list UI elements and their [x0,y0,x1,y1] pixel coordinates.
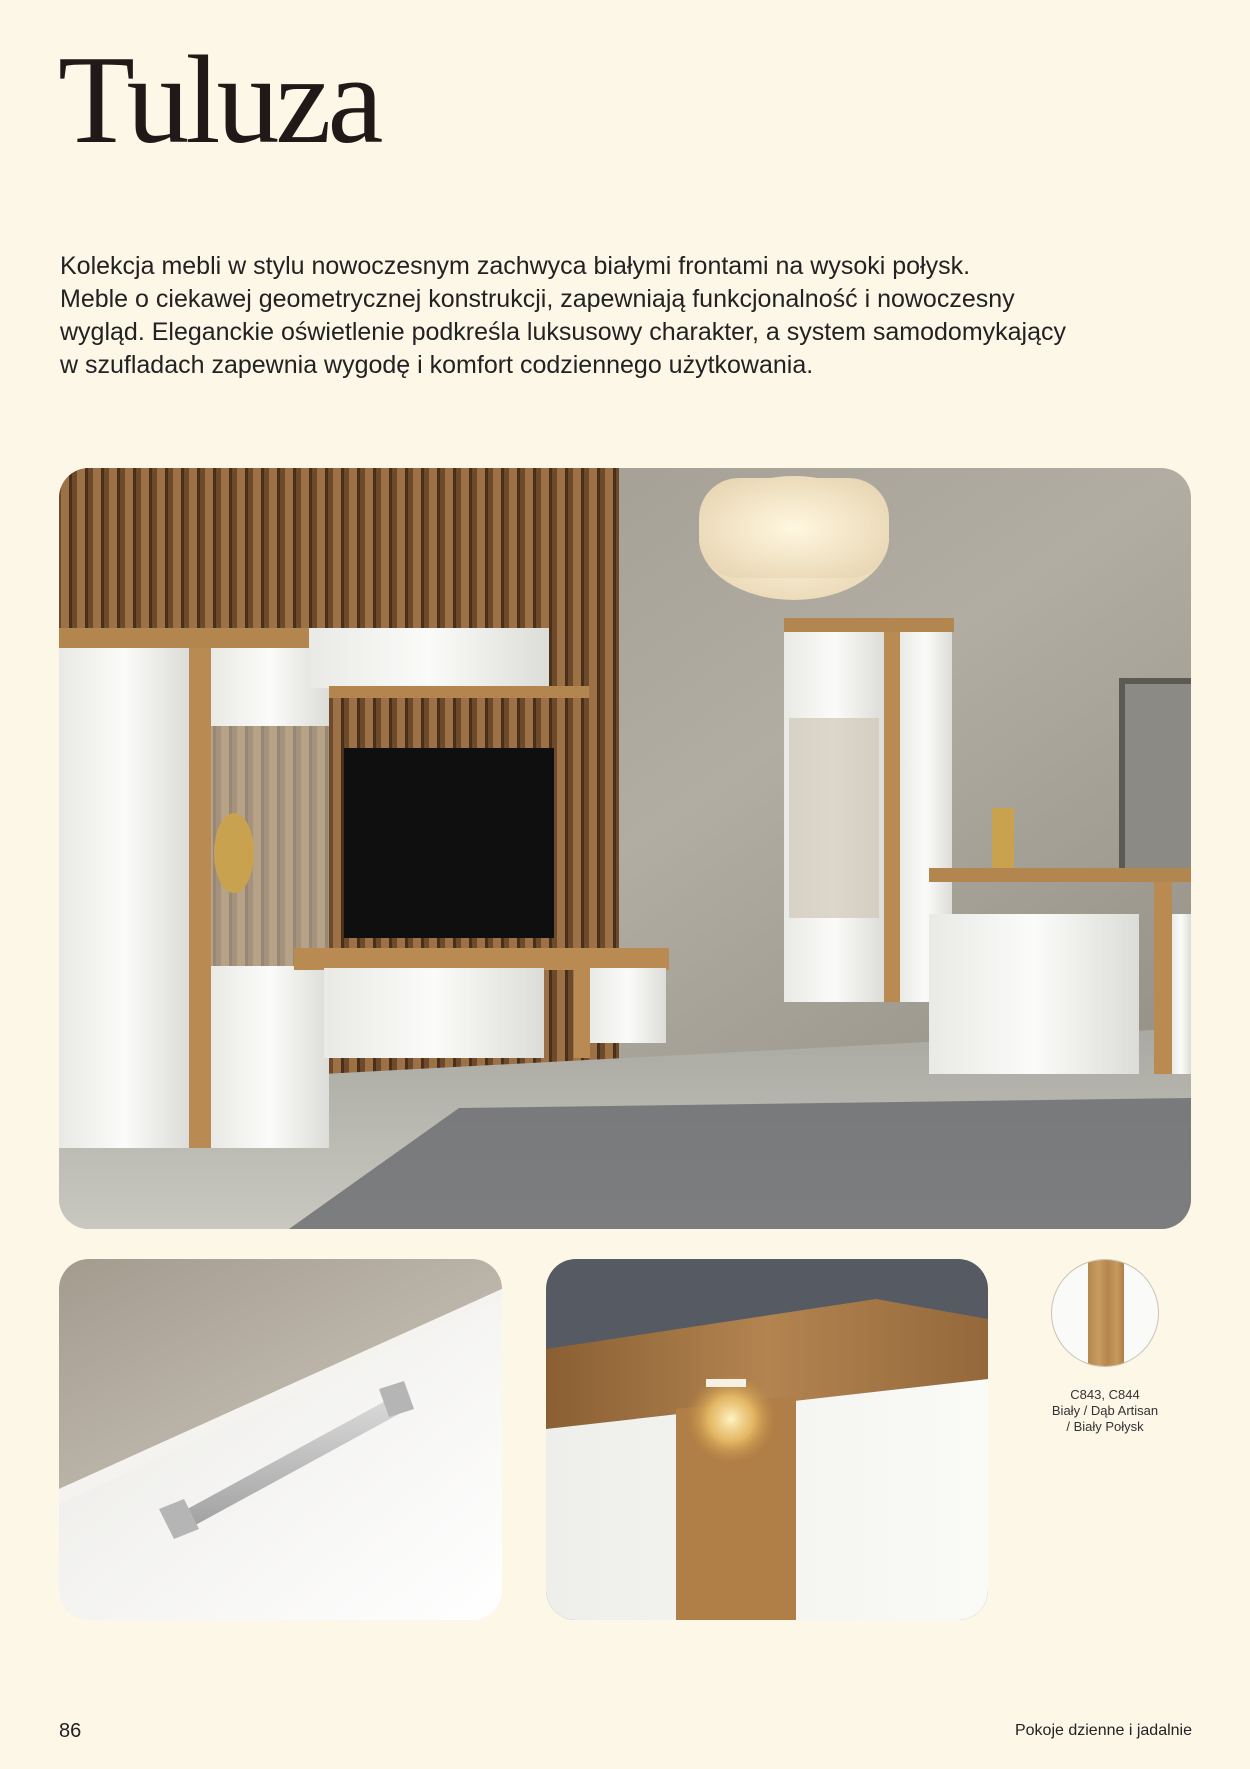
oak-strip [1088,1260,1124,1366]
section-name: Pokoje dzienne i jadalnie [1014,1722,1192,1739]
finish-label [1040,1387,1170,1435]
finish-name: Biały / Dąb Artisan [1051,1403,1159,1418]
finish-swatch-circle [1051,1259,1159,1367]
finish-name-cont: / Biały Połysk [1066,1419,1144,1434]
intro-line: w szufladach zapewnia wygodę i komfort codziennego użytkowania. [60,351,814,379]
finish-codes: C843, C844 [1070,1387,1140,1402]
intro-line: Meble o ciekawej geometrycznej konstrukcji, zapewniają funkcjonalność i nowoczesny [60,285,1015,313]
page-title: Tuluza [58,31,380,170]
page-number: 86 [59,1720,82,1742]
intro-line: wygląd. Eleganckie oświetlenie podkreśla luksusowy charakter, a system samodomykający [60,318,1067,346]
finish-swatch [1040,1259,1170,1435]
intro-paragraph [60,250,1200,382]
intro-line: Kolekcja mebli w stylu nowoczesnym zachwyca białymi frontami na wysoki połysk. [60,252,971,280]
handle-detail-photo [59,1259,502,1620]
living-room-photo [59,468,1191,1229]
led-light-detail-photo [546,1259,988,1620]
